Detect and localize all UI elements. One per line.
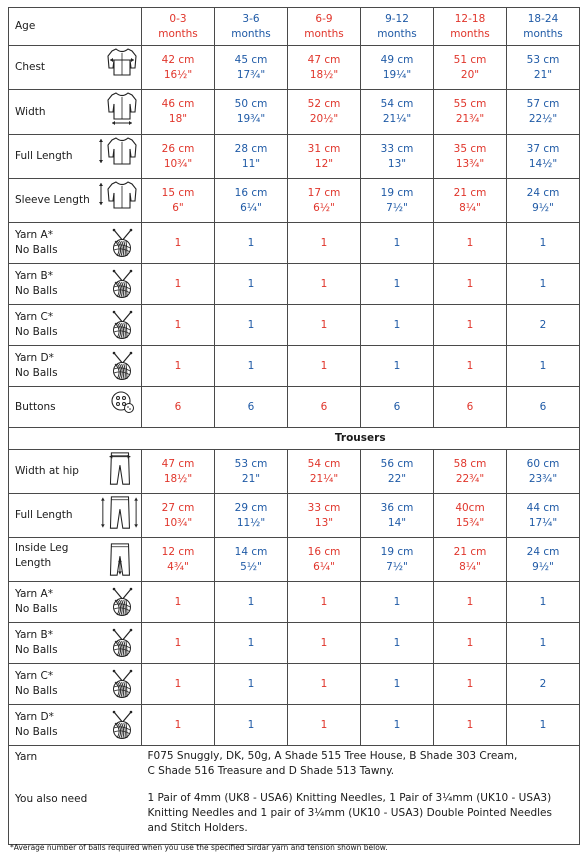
quantity-cell: 1: [215, 264, 288, 305]
inch-value: 20": [460, 68, 480, 81]
measurement-cell: [142, 179, 215, 223]
quantity-cell: 1: [142, 664, 215, 705]
label-line: Inside Leg: [15, 541, 69, 554]
quantity-cell: 1: [507, 264, 580, 305]
quantity-cell: 1: [288, 623, 361, 664]
buttons-row: [9, 387, 580, 428]
inside-leg-row: [9, 538, 580, 582]
yarn-ball-needles-icon: [108, 351, 138, 381]
inch-value: 20½": [309, 113, 339, 125]
inch-value: 5½": [240, 560, 262, 573]
age-unit: months: [450, 27, 490, 40]
width-at-hip-row: [9, 450, 580, 494]
quantity-cell: 1: [215, 623, 288, 664]
quantity-cell: 1: [142, 346, 215, 387]
quantity-cell: 6: [361, 387, 434, 428]
cm-value: 49 cm: [380, 53, 414, 66]
quantity-cell: 1: [434, 705, 507, 746]
quantity-cell: 1: [142, 223, 215, 264]
quantity-cell: 1: [507, 623, 580, 664]
measurement-cell: [288, 90, 361, 135]
inch-value: 17¾": [236, 68, 266, 81]
quantity-cell: 1: [507, 346, 580, 387]
measurement-cell: [507, 450, 580, 494]
age-header: [142, 8, 215, 46]
quantity-cell: 1: [288, 223, 361, 264]
yarn-row: [9, 582, 580, 623]
trousers-icon: [100, 494, 138, 532]
cm-value: 14 cm: [234, 545, 268, 558]
age-unit: months: [304, 27, 344, 40]
row-label: [9, 582, 142, 623]
yarn-ball-needles-icon: [108, 710, 138, 740]
cm-value: 42 cm: [161, 53, 195, 66]
age-header: [507, 8, 580, 46]
quantity-cell: 6: [142, 387, 215, 428]
cm-value: 36 cm: [380, 501, 414, 514]
cm-value: 46 cm: [161, 98, 195, 110]
cm-value: 60 cm: [526, 457, 560, 470]
age-range: 9-12: [385, 12, 409, 25]
inch-value: 9½": [532, 560, 554, 573]
age-unit: months: [231, 27, 271, 40]
inch-value: 18½": [309, 68, 339, 81]
inch-value: 4¾": [167, 560, 189, 573]
cm-value: 54 cm: [380, 98, 414, 110]
cm-value: 24 cm: [526, 545, 560, 558]
quantity-cell: 1: [361, 264, 434, 305]
inch-value: 22": [387, 472, 407, 485]
label-line: Yarn C*: [15, 311, 54, 323]
age-header: [434, 8, 507, 46]
row-label: Chest: [9, 46, 142, 90]
row-label: Sleeve Length: [9, 179, 142, 223]
measurement-cell: [288, 179, 361, 223]
cm-value: 21 cm: [453, 545, 487, 558]
cm-value: 45 cm: [234, 53, 268, 66]
note-line: Knitting Needles and 1 pair of 3¼mm (UK10 - USA3) Double Pointed Needles: [147, 807, 552, 819]
inch-value: 18½": [163, 472, 193, 485]
cm-value: 16 cm: [234, 186, 268, 199]
row-label: Buttons: [9, 387, 142, 428]
yarn-row: [9, 223, 580, 264]
inch-value: 14½": [528, 157, 558, 170]
yarn-row: [9, 305, 580, 346]
inch-value: 13": [387, 157, 407, 170]
inch-value: 11½": [236, 516, 266, 529]
inch-value: 10¾": [163, 516, 193, 529]
label-line: No Balls: [15, 326, 58, 338]
cm-value: 27 cm: [161, 501, 195, 514]
note-body: [142, 746, 580, 789]
quantity-cell: 1: [361, 223, 434, 264]
inch-value: 7½": [386, 560, 408, 573]
quantity-cell: 1: [434, 582, 507, 623]
measurement-cell: [434, 135, 507, 179]
inch-value: 6½": [313, 201, 335, 214]
row-label: [9, 705, 142, 746]
chest-row: [9, 46, 580, 90]
age-header: [215, 8, 288, 46]
measurement-cell: [288, 450, 361, 494]
cm-value: 37 cm: [526, 142, 560, 155]
inch-value: 21": [533, 68, 553, 81]
cardigan-icon: [98, 179, 138, 217]
cm-value: 58 cm: [453, 457, 487, 470]
cm-value: 19 cm: [380, 186, 414, 199]
cardigan-icon: [98, 46, 138, 84]
inch-value: 21¼": [309, 472, 339, 485]
yarn-note-row: [9, 746, 580, 789]
you-also-need-row: [9, 788, 580, 845]
measurement-cell: [507, 179, 580, 223]
label-line: Yarn B*: [15, 629, 53, 641]
note-line: 1 Pair of 4mm (UK8 - USA6) Knitting Needles, 1 Pair of 3¼mm (UK10 - USA3): [147, 792, 552, 804]
label-line: Length: [15, 556, 52, 569]
inch-value: 18": [168, 113, 188, 125]
row-label: [9, 538, 142, 582]
note-line: F075 Snuggly, DK, 50g, A Shade 515 Tree House, B Shade 303 Cream,: [147, 750, 518, 762]
inch-value: 7½": [386, 201, 408, 214]
cm-value: 16 cm: [307, 545, 341, 558]
quantity-cell: 1: [288, 305, 361, 346]
row-label: [9, 346, 142, 387]
measurement-cell: [361, 538, 434, 582]
quantity-cell: 1: [142, 582, 215, 623]
button-icon: [108, 387, 138, 417]
row-label: Full Length: [9, 494, 142, 538]
age-unit: months: [523, 27, 563, 40]
inch-value: 19¼": [382, 68, 412, 81]
inch-value: 22¾": [455, 472, 485, 485]
quantity-cell: 1: [507, 223, 580, 264]
note-line: and Stitch Holders.: [147, 822, 248, 834]
label-line: No Balls: [15, 244, 58, 256]
footnote: *Average number of balls required when you use the specified Sirdar yarn and tension shown below.: [10, 843, 388, 852]
yarn-ball-needles-icon: [108, 628, 138, 658]
inch-value: 21¼": [382, 113, 412, 125]
measurement-cell: [215, 135, 288, 179]
measurement-cell: [215, 179, 288, 223]
inch-value: 9½": [532, 201, 554, 214]
label-line: No Balls: [15, 603, 58, 615]
measurement-cell: [288, 494, 361, 538]
quantity-cell: 1: [361, 664, 434, 705]
trousers-section-row: [9, 428, 580, 450]
inch-value: 19¾": [236, 113, 266, 125]
age-range: 3-6: [242, 12, 260, 25]
measurement-cell: [361, 450, 434, 494]
measurement-cell: [507, 538, 580, 582]
quantity-cell: 1: [142, 623, 215, 664]
trousers-length-row: [9, 494, 580, 538]
measurement-cell: [288, 46, 361, 90]
age-range: 12-18: [454, 12, 486, 25]
label-line: No Balls: [15, 285, 58, 297]
quantity-cell: 1: [215, 346, 288, 387]
inch-value: 6¼": [313, 560, 335, 573]
row-label: [9, 305, 142, 346]
inch-value: 6": [172, 201, 184, 214]
cm-value: 54 cm: [307, 457, 341, 470]
width-row: [9, 90, 580, 135]
label-line: No Balls: [15, 367, 58, 379]
cm-value: 50 cm: [234, 98, 268, 110]
quantity-cell: 1: [215, 223, 288, 264]
row-label: [9, 623, 142, 664]
quantity-cell: 1: [434, 623, 507, 664]
inch-value: 17¼": [528, 516, 558, 529]
measurement-cell: [142, 135, 215, 179]
quantity-cell: 1: [288, 264, 361, 305]
quantity-cell: 1: [288, 346, 361, 387]
label-line: No Balls: [15, 644, 58, 656]
measurement-cell: [361, 46, 434, 90]
inch-value: 21¾": [455, 113, 485, 125]
cm-value: 53 cm: [526, 53, 560, 66]
cardigan-icon: [98, 90, 138, 128]
quantity-cell: 1: [361, 705, 434, 746]
inch-value: 6¼": [240, 201, 262, 214]
measurement-cell: [142, 494, 215, 538]
cm-value: 55 cm: [453, 98, 487, 110]
quantity-cell: 6: [507, 387, 580, 428]
label-line: Yarn D*: [15, 352, 54, 364]
inch-value: 14": [387, 516, 407, 529]
note-label: Yarn: [9, 746, 142, 789]
measurement-cell: [215, 494, 288, 538]
quantity-cell: 1: [507, 582, 580, 623]
quantity-cell: 1: [361, 623, 434, 664]
quantity-cell: 6: [434, 387, 507, 428]
inch-value: 13": [314, 516, 334, 529]
inch-value: 12": [314, 157, 334, 170]
cm-value: 35 cm: [453, 142, 487, 155]
size-chart-table: [8, 7, 580, 845]
yarn-ball-needles-icon: [108, 228, 138, 258]
age-range: 6-9: [315, 12, 333, 25]
cm-value: 44 cm: [526, 501, 560, 514]
cm-value: 24 cm: [526, 186, 560, 199]
quantity-cell: 1: [434, 346, 507, 387]
cm-value: 51 cm: [453, 53, 487, 66]
cm-value: 17 cm: [307, 186, 341, 199]
measurement-cell: [434, 450, 507, 494]
sleeve-length-row: [9, 179, 580, 223]
cm-value: 56 cm: [380, 457, 414, 470]
age-header: [288, 8, 361, 46]
measurement-cell: [142, 450, 215, 494]
cm-value: 47 cm: [307, 53, 341, 66]
quantity-cell: 1: [215, 582, 288, 623]
quantity-cell: 1: [361, 582, 434, 623]
quantity-cell: 1: [142, 264, 215, 305]
inch-value: 13¾": [455, 157, 485, 170]
row-label: [9, 264, 142, 305]
row-label: Width: [9, 90, 142, 135]
cm-value: 53 cm: [234, 457, 268, 470]
inch-value: 22½": [528, 113, 558, 125]
cm-value: 40cm: [455, 501, 485, 514]
inch-value: 10¾": [163, 157, 193, 170]
yarn-ball-needles-icon: [108, 269, 138, 299]
measurement-cell: [215, 90, 288, 135]
measurement-cell: [361, 135, 434, 179]
label-line: Yarn D*: [15, 711, 54, 723]
measurement-cell: [434, 179, 507, 223]
row-label: Full Length: [9, 135, 142, 179]
quantity-cell: 1: [215, 305, 288, 346]
note-label: You also need: [9, 788, 142, 845]
cm-value: 29 cm: [234, 501, 268, 514]
quantity-cell: 1: [434, 305, 507, 346]
measurement-cell: [507, 494, 580, 538]
note-body: [142, 788, 580, 845]
measurement-cell: [142, 538, 215, 582]
age-label: Age: [9, 8, 142, 46]
cm-value: 33 cm: [307, 501, 341, 514]
measurement-cell: [288, 538, 361, 582]
label-line: Yarn A*: [15, 588, 53, 600]
quantity-cell: 1: [434, 223, 507, 264]
inch-value: 21": [241, 472, 261, 485]
row-label: Width at hip: [9, 450, 142, 494]
measurement-cell: [434, 538, 507, 582]
cm-value: 57 cm: [526, 98, 560, 110]
label-line: No Balls: [15, 726, 58, 738]
measurement-cell: [215, 46, 288, 90]
quantity-cell: 1: [142, 705, 215, 746]
quantity-cell: 2: [507, 664, 580, 705]
yarn-row: [9, 705, 580, 746]
row-label: [9, 223, 142, 264]
label-line: Yarn C*: [15, 670, 54, 682]
trousers-icon: [100, 541, 138, 579]
age-range: 0-3: [169, 12, 187, 25]
measurement-cell: [361, 90, 434, 135]
inch-value: 8¼": [459, 201, 481, 214]
row-label: [9, 664, 142, 705]
yarn-ball-needles-icon: [108, 587, 138, 617]
quantity-cell: 1: [215, 705, 288, 746]
cm-value: 12 cm: [161, 545, 195, 558]
age-range: 18-24: [527, 12, 559, 25]
cm-value: 28 cm: [234, 142, 268, 155]
age-header: [361, 8, 434, 46]
inch-value: 16½": [163, 68, 193, 81]
yarn-ball-needles-icon: [108, 669, 138, 699]
cm-value: 21 cm: [453, 186, 487, 199]
cm-value: 47 cm: [161, 457, 195, 470]
label-line: No Balls: [15, 685, 58, 697]
inch-value: 15¾": [455, 516, 485, 529]
quantity-cell: 2: [507, 305, 580, 346]
yarn-ball-needles-icon: [108, 310, 138, 340]
cm-value: 19 cm: [380, 545, 414, 558]
note-line: C Shade 516 Treasure and D Shade 513 Tawny.: [147, 765, 395, 777]
measurement-cell: [142, 46, 215, 90]
measurement-cell: [361, 494, 434, 538]
header-row: [9, 8, 580, 46]
yarn-row: [9, 264, 580, 305]
trousers-icon: [100, 450, 138, 488]
yarn-row: [9, 623, 580, 664]
cm-value: 31 cm: [307, 142, 341, 155]
measurement-cell: [215, 538, 288, 582]
yarn-row: [9, 346, 580, 387]
cm-value: 33 cm: [380, 142, 414, 155]
yarn-row: [9, 664, 580, 705]
cm-value: 15 cm: [161, 186, 195, 199]
cardigan-icon: [98, 135, 138, 173]
quantity-cell: 1: [434, 664, 507, 705]
full-length-row: [9, 135, 580, 179]
quantity-cell: 1: [361, 346, 434, 387]
quantity-cell: 6: [288, 387, 361, 428]
quantity-cell: 1: [434, 264, 507, 305]
inch-value: 8¼": [459, 560, 481, 573]
quantity-cell: 1: [288, 664, 361, 705]
quantity-cell: 1: [288, 582, 361, 623]
cm-value: 26 cm: [161, 142, 195, 155]
label-line: Yarn B*: [15, 270, 53, 282]
quantity-cell: 1: [215, 664, 288, 705]
trousers-title: Trousers: [142, 428, 580, 450]
measurement-cell: [507, 135, 580, 179]
inch-value: 23¾": [528, 472, 558, 485]
measurement-cell: [361, 179, 434, 223]
age-unit: months: [377, 27, 417, 40]
measurement-cell: [507, 46, 580, 90]
measurement-cell: [288, 135, 361, 179]
quantity-cell: 1: [507, 705, 580, 746]
measurement-cell: [215, 450, 288, 494]
quantity-cell: 1: [361, 305, 434, 346]
measurement-cell: [434, 46, 507, 90]
measurement-cell: [434, 90, 507, 135]
measurement-cell: [434, 494, 507, 538]
measurement-cell: [507, 90, 580, 135]
quantity-cell: 1: [142, 305, 215, 346]
label-line: Yarn A*: [15, 229, 53, 241]
inch-value: 11": [241, 157, 261, 170]
section-spacer: [9, 428, 142, 450]
age-unit: months: [158, 27, 198, 40]
quantity-cell: 1: [288, 705, 361, 746]
quantity-cell: 6: [215, 387, 288, 428]
cm-value: 52 cm: [307, 98, 341, 110]
measurement-cell: [142, 90, 215, 135]
